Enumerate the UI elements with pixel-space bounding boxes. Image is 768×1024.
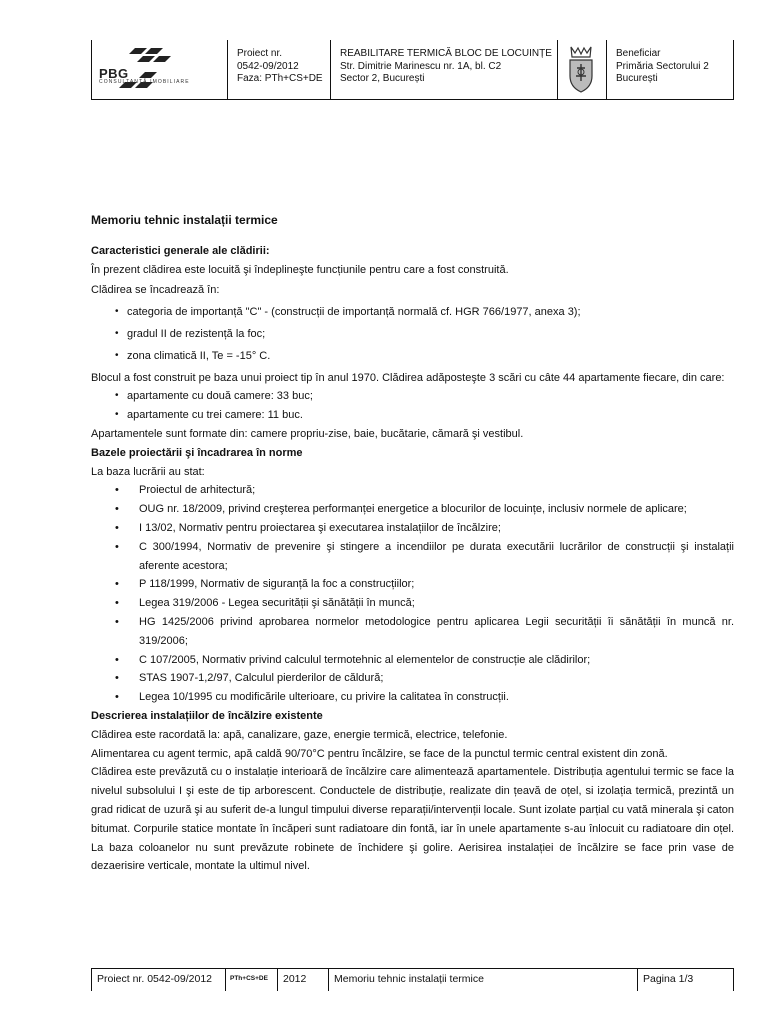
footer-doc-title: Memoriu tehnic instalații termice	[334, 973, 484, 985]
bullet-icon: •	[115, 578, 119, 591]
footer-divider	[637, 969, 638, 991]
paragraph: Blocul a fost construit pe baza unui proiect tip în anul 1970. Clădirea adăposteşte 3 scări cu câte 44 apartamente fiecare, din care:	[91, 371, 725, 384]
beneficiary-city: București	[616, 73, 658, 84]
bullet-icon: •	[115, 540, 119, 553]
header-divider	[557, 40, 558, 100]
beneficiary-name: Primăria Sectorului 2	[616, 60, 709, 72]
section-heading: Bazele proiectării şi încadrarea în norme	[91, 446, 303, 459]
beneficiary-label: Beneficiar	[616, 48, 661, 59]
paragraph: Apartamentele sunt formate din: camere propriu-zise, baie, bucătarie, cămară şi vestibul.	[91, 427, 524, 440]
bullet-icon: •	[115, 349, 119, 361]
list-item: • apartamente cu două camere: 33 buc;	[91, 387, 734, 406]
bullet-icon: •	[115, 409, 119, 421]
bullet-icon: •	[115, 306, 119, 318]
list-item: • HG 1425/2006 privind aprobarea normelor metodologice pentru aplicarea Legii securității îi sănătății în muncă nr. 319/2006;	[91, 613, 734, 651]
logo-name: PBG	[99, 66, 129, 81]
list-item: • STAS 1907-1,2/97, Calculul pierderilor de căldură;	[91, 669, 734, 688]
bullet-icon: •	[115, 390, 119, 402]
footer-divider	[225, 969, 226, 991]
footer-divider	[277, 969, 278, 991]
paragraph: Alimentarea cu agent termic, apă caldă 90/70°C pentru încălzire, se face de la punctul termic central existent din zonă.	[91, 747, 668, 760]
paragraph: La baza lucrării au stat:	[91, 465, 205, 478]
header-divider	[227, 40, 228, 100]
header-divider	[91, 40, 92, 100]
project-address: Str. Dimitrie Marinescu nr. 1A, bl. C2	[340, 60, 502, 72]
list-item: • Legea 319/2006 - Legea securității şi sănătății în muncă;	[91, 594, 734, 613]
footer-divider	[328, 969, 329, 991]
list-item: • gradul II de rezistență la foc;	[91, 325, 734, 344]
project-title-cell	[340, 48, 552, 86]
list-item: • OUG nr. 18/2009, privind creşterea performanței energetice a blocurilor de locuințe, inclusiv normele de aplicare;	[91, 500, 734, 519]
project-label: Proiect nr.	[237, 48, 283, 59]
logo-tagline: CONSULTANȚĂ IMOBILIARE	[99, 79, 190, 85]
norms-list	[91, 481, 734, 707]
section-heading: Descrierea instalațiilor de încălzire existente	[91, 709, 323, 722]
apartment-list	[91, 387, 734, 425]
bullet-icon: •	[115, 615, 119, 628]
paragraph: Clădirea este prevăzută cu o instalație interioară de încălzire care alimentează apartamentele. Distribuția agentului termic se face la nivelul subsolului I şi este de tip arborescent. Conductele de distribuție, realizate din țeavă de oțel, si izolația termică, prezintă un grad ridicat de uzură şi au suferit de-a lungul timpului diverse reparații/intervenții locale. Sunt izolate parțial cu vată minerala şi caton bitumat. Corpurile statice montate în încăperi sunt radiatoare din fontă, iar în unele apartamente s-au înlocuit cu radiatoare din oțel. La baza coloanelor nu sunt prevăzute robinete de închidere şi golire. Aerisirea instalației de încălzire se face prin vase de dezaerisire verticale, montate la ultimul nivel.	[91, 766, 734, 873]
project-title: REABILITARE TERMICĂ BLOC DE LOCUINȚE	[340, 48, 552, 59]
beneficiary-info	[616, 48, 709, 86]
footer-project: Proiect nr. 0542-09/2012	[97, 973, 212, 985]
footer-phase: PTh+CS+DE	[230, 975, 268, 982]
list-item: • apartamente cu trei camere: 11 buc.	[91, 406, 734, 425]
header-divider	[733, 40, 734, 100]
classification-list	[91, 303, 734, 365]
project-phase: Faza: PTh+CS+DE	[237, 73, 323, 84]
document-header	[91, 40, 734, 100]
project-info	[237, 48, 323, 86]
document-title: Memoriu tehnic instalații termice	[91, 213, 278, 227]
bullet-icon: •	[115, 691, 119, 704]
bullet-icon: •	[115, 672, 119, 685]
paragraph: Clădirea este racordată la: apă, canalizare, gaze, energie termică, electrice, telefonie.	[91, 728, 508, 741]
footer-divider	[91, 969, 92, 991]
list-item: • P 118/1999, Normativ de siguranță la foc a construcțiilor;	[91, 575, 734, 594]
bullet-icon: •	[115, 653, 119, 666]
document-body	[91, 211, 734, 876]
coat-of-arms-icon	[565, 43, 597, 95]
document-footer	[91, 968, 734, 991]
list-item: • zona climatică II, Te = -15° C.	[91, 347, 734, 366]
footer-divider	[733, 969, 734, 991]
header-divider	[330, 40, 331, 100]
list-item: • Legea 10/1995 cu modificările ulterioare, cu privire la calitatea în construcții.	[91, 688, 734, 707]
bullet-icon: •	[115, 503, 119, 516]
footer-page-number: Pagina 1/3	[643, 973, 694, 985]
list-item: • C 107/2005, Normativ privind calculul termotehnic al elementelor de construcție ale clădirilor;	[91, 651, 734, 670]
header-divider	[606, 40, 607, 100]
section-heading: Caracteristici generale ale clădirii:	[91, 244, 270, 257]
company-logo	[95, 44, 221, 94]
bullet-icon: •	[115, 327, 119, 339]
list-item: • C 300/1994, Normativ de prevenire şi stingere a incendiilor pe durata executării lucrărilor de construcții şi instalații aferente acestora;	[91, 538, 734, 576]
bullet-icon: •	[115, 597, 119, 610]
paragraph: Clădirea se încadrează în:	[91, 284, 220, 297]
bullet-icon: •	[115, 521, 119, 534]
footer-year: 2012	[283, 973, 307, 985]
project-number: 0542-09/2012	[237, 60, 299, 72]
paragraph: În prezent clădirea este locuită şi îndeplineşte funcțiunile pentru care a fost construită.	[91, 263, 509, 276]
list-item: • categoria de importanță "C" - (construcții de importanță normală cf. HGR 766/1977, anexa 3);	[91, 303, 734, 322]
project-address: Sector 2, București	[340, 73, 425, 84]
list-item: • I 13/02, Normativ pentru proiectarea şi executarea instalațiilor de încălzire;	[91, 519, 734, 538]
bullet-icon: •	[115, 484, 119, 497]
list-item: • Proiectul de arhitectură;	[91, 481, 734, 500]
header-bottom-rule	[91, 99, 734, 100]
